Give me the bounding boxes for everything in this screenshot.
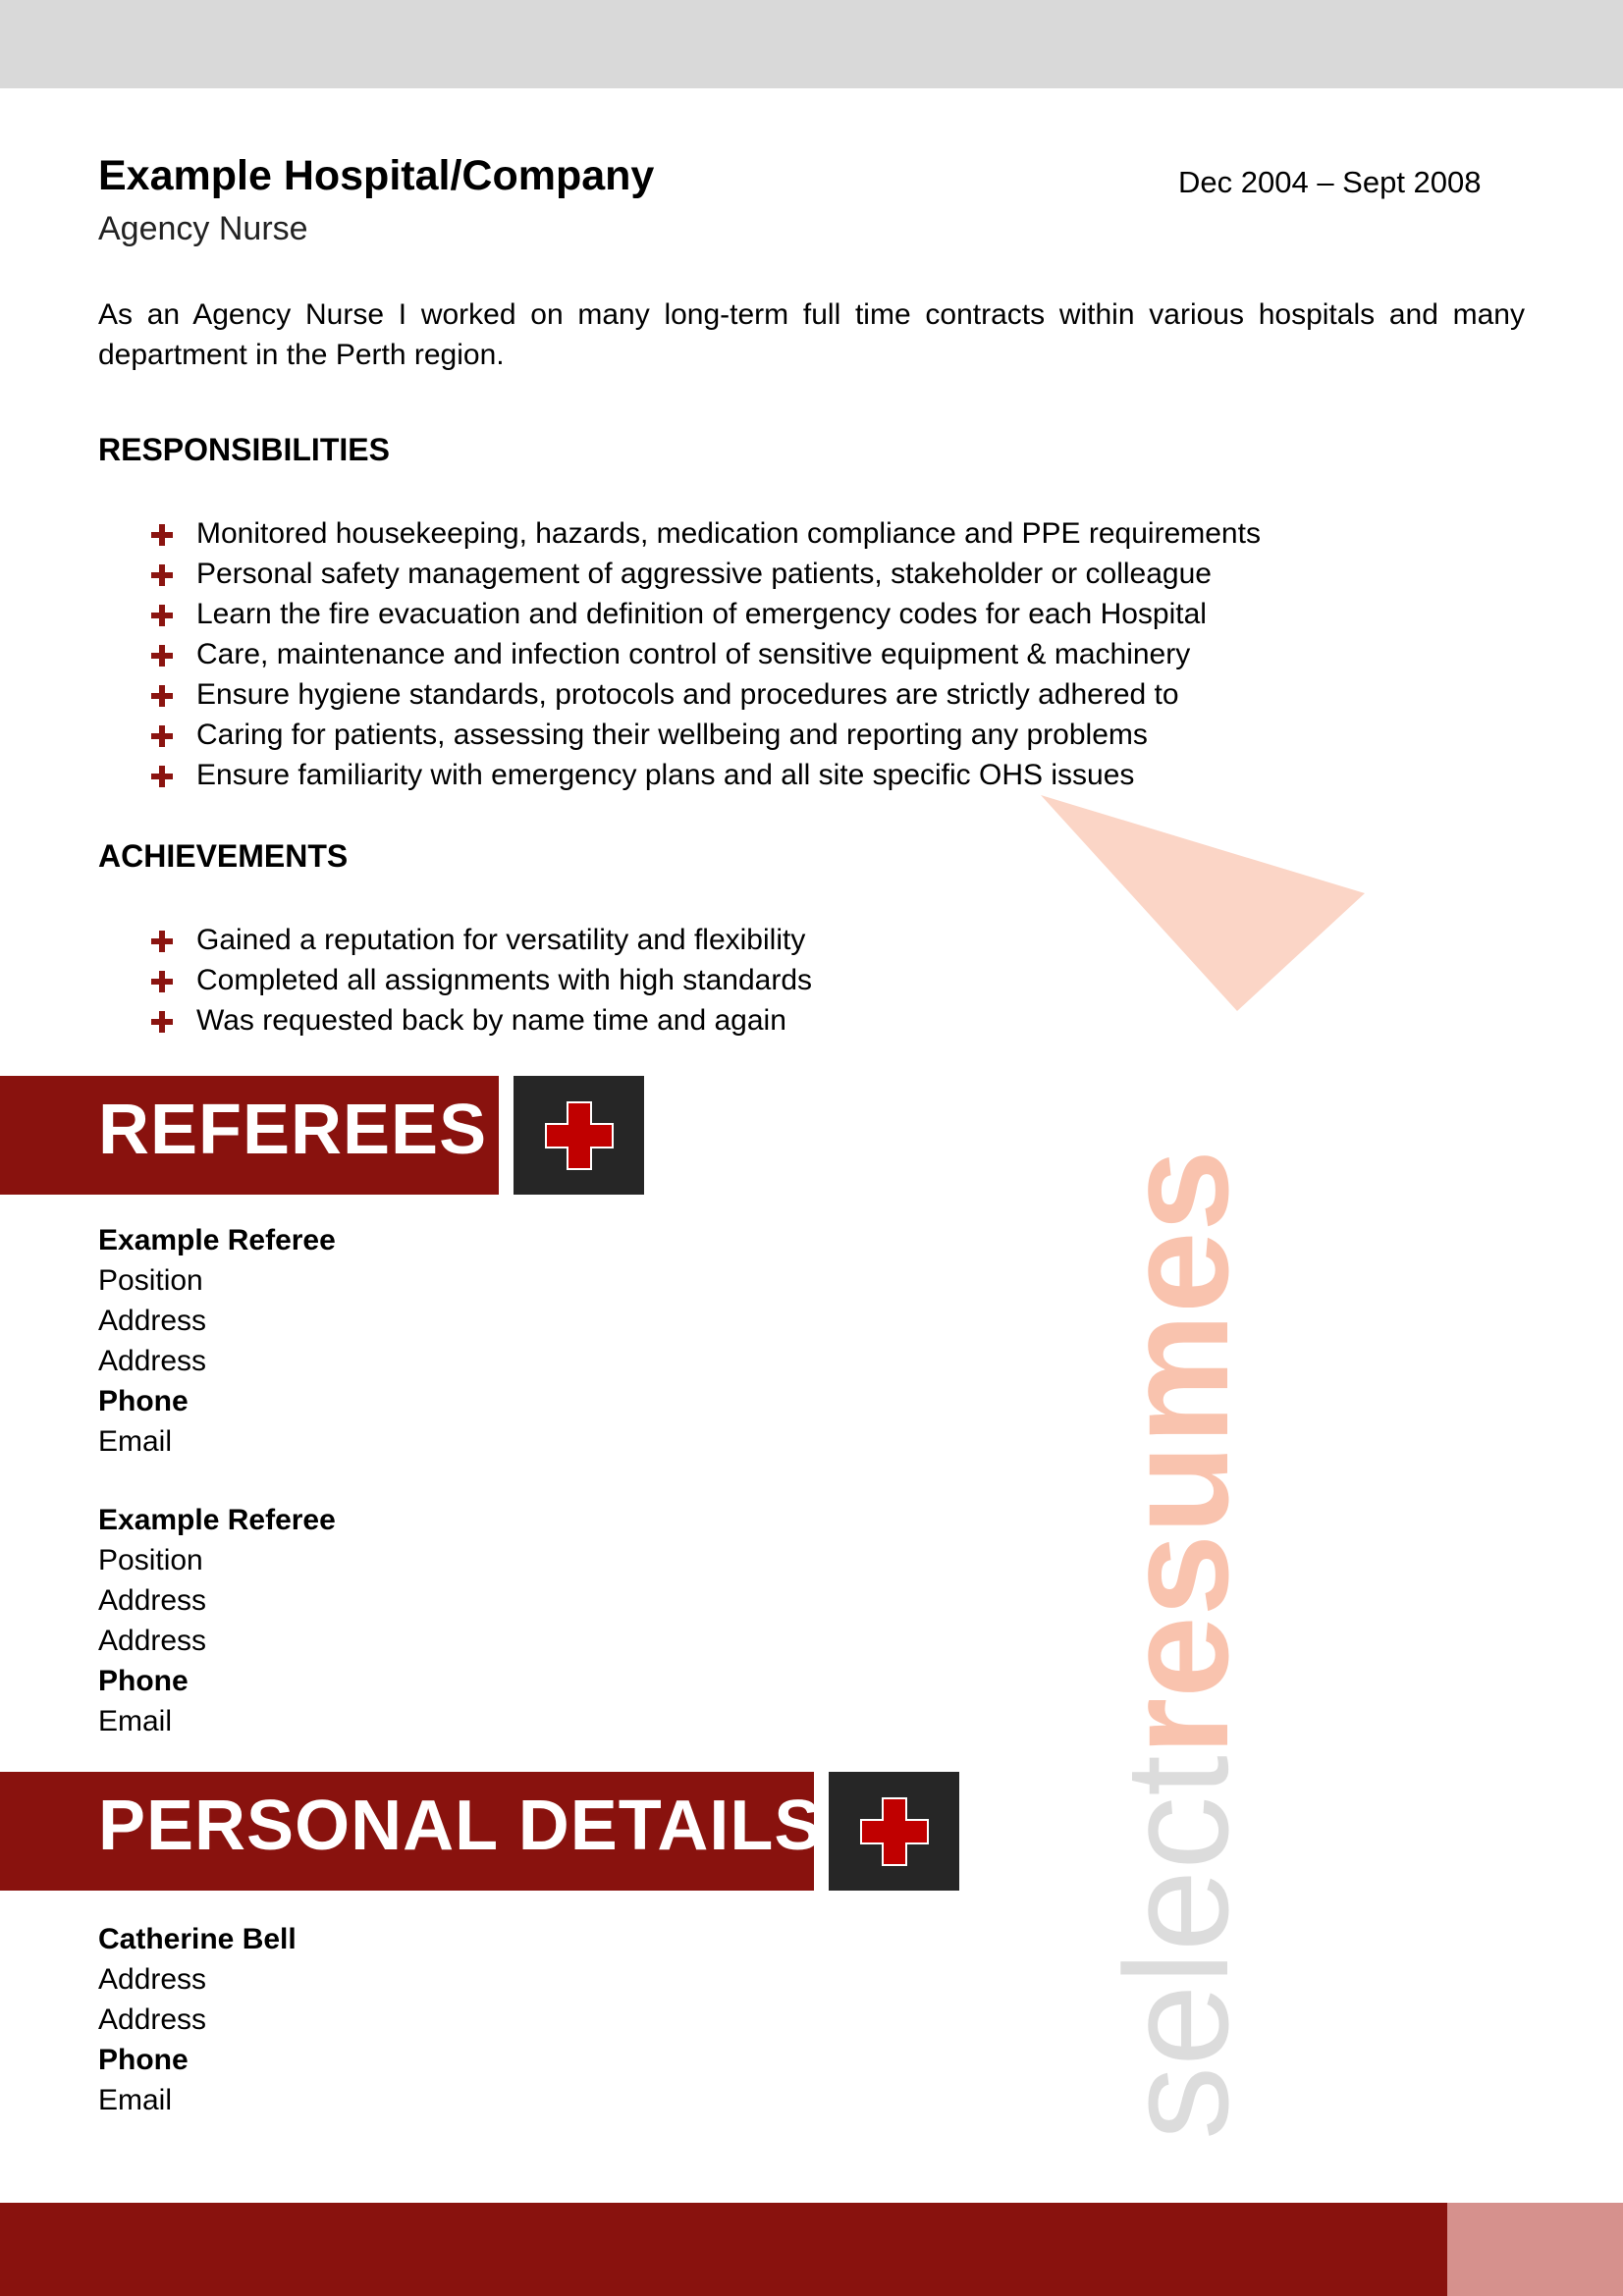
medical-cross-icon [544, 1100, 615, 1171]
list-item: Ensure familiarity with emergency plans and all site specific OHS issues [147, 755, 1261, 795]
person-email: Email [98, 2084, 173, 2116]
personal-details-icon-box [829, 1772, 959, 1891]
list-item: Was requested back by name time and again [147, 1000, 812, 1041]
personal-details [98, 1919, 297, 2120]
job-role: Agency Nurse [98, 210, 308, 247]
referee-address: Address [98, 1345, 207, 1377]
plus-bullet-icon [151, 564, 173, 586]
list-item: Ensure hygiene standards, protocols and procedures are strictly adhered to [147, 674, 1261, 715]
referees-banner [0, 1076, 499, 1195]
referee-1 [98, 1220, 336, 1462]
referees-heading: REFEREES [98, 1091, 488, 1169]
responsibilities-list [147, 513, 1261, 795]
referee-address: Address [98, 1584, 207, 1617]
personal-details-heading: PERSONAL DETAILS [98, 1787, 823, 1865]
list-item: Completed all assignments with high standards [147, 960, 812, 1000]
person-name: Catherine Bell [98, 1923, 297, 1955]
list-item: Personal safety management of aggressive patients, stakeholder or colleague [147, 554, 1261, 594]
referee-address: Address [98, 1305, 207, 1337]
referee-name: Example Referee [98, 1224, 336, 1256]
list-item: Caring for patients, assessing their wellbeing and reporting any problems [147, 715, 1261, 755]
plus-bullet-icon [151, 931, 173, 952]
referee-position: Position [98, 1544, 203, 1576]
plus-bullet-icon [151, 524, 173, 546]
referees-icon-box [514, 1076, 644, 1195]
achievements-heading: ACHIEVEMENTS [98, 838, 349, 874]
achievements-list [147, 920, 812, 1041]
personal-details-banner [0, 1772, 823, 1891]
watermark-resumes: resumes [1094, 1149, 1259, 1756]
employment-dates: Dec 2004 – Sept 2008 [1178, 165, 1482, 199]
plus-bullet-icon [151, 605, 173, 626]
person-address: Address [98, 2003, 207, 2036]
person-address: Address [98, 1963, 207, 1996]
watermark-arrow-icon [1041, 795, 1365, 1011]
bottom-band [0, 2203, 1447, 2296]
referee-email: Email [98, 1705, 173, 1737]
plus-bullet-icon [151, 645, 173, 667]
select-resumes-watermark [1011, 785, 1424, 2140]
top-band [0, 0, 1623, 88]
plus-bullet-icon [151, 725, 173, 747]
referee-position: Position [98, 1264, 203, 1297]
list-item: Monitored housekeeping, hazards, medication compliance and PPE requirements [147, 513, 1261, 554]
job-summary: As an Agency Nurse I worked on many long-term full time contracts within various hospitals and many department in the Perth region. [98, 298, 1525, 371]
referee-email: Email [98, 1425, 173, 1458]
list-item: Care, maintenance and infection control of sensitive equipment & machinery [147, 634, 1261, 674]
person-phone: Phone [98, 2044, 189, 2076]
plus-bullet-icon [151, 971, 173, 992]
svg-text:selectresumes [1094, 1149, 1259, 2140]
referee-2 [98, 1500, 336, 1741]
plus-bullet-icon [151, 685, 173, 707]
responsibilities-heading: RESPONSIBILITIES [98, 432, 390, 467]
list-item: Learn the fire evacuation and definition of emergency codes for each Hospital [147, 594, 1261, 634]
bottom-accent [1447, 2203, 1623, 2296]
referee-address: Address [98, 1625, 207, 1657]
watermark-select: select [1094, 1755, 1259, 2140]
plus-bullet-icon [151, 766, 173, 787]
referee-phone: Phone [98, 1665, 189, 1697]
company-name: Example Hospital/Company [98, 152, 655, 199]
list-item: Gained a reputation for versatility and flexibility [147, 920, 812, 960]
plus-bullet-icon [151, 1011, 173, 1033]
referee-name: Example Referee [98, 1504, 336, 1536]
medical-cross-icon [859, 1796, 930, 1867]
referee-phone: Phone [98, 1385, 189, 1417]
